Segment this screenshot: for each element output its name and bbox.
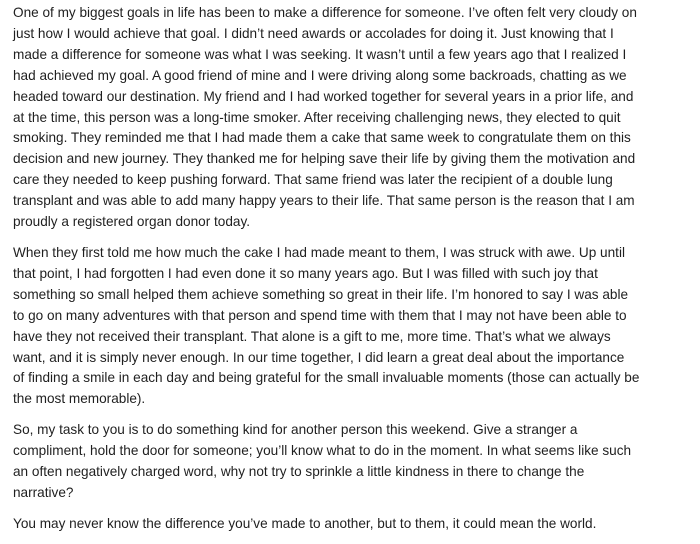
text-line: compliment, hold the door for someone; you’ll know what to do in the moment. In what seems like such	[13, 443, 632, 459]
text-line: made a difference for someone was what I was seeking. It wasn’t until a few years ago that I realized I	[13, 46, 627, 62]
text-line: had achieved my goal. A good friend of mine and I were driving along some backroads, chatting as we	[13, 67, 627, 83]
text-line: something so small helped them achieve something so great in their life. I’m honored to say I was able	[13, 286, 629, 302]
text-line: just how I would achieve that goal. I didn’t need awards or accolades for doing it. Just knowing that I	[13, 25, 614, 41]
text-line: One of my biggest goals in life has been to make a difference for someone. I’ve often felt very cloudy on	[13, 5, 637, 20]
text-line: have they not received their transplant. That alone is a gift to me, more time. That’s what we always	[13, 328, 611, 344]
text-line: at the time, this person was a long-time smoker. After receiving challenging news, they elected to quit	[13, 109, 621, 125]
paragraph-2	[13, 243, 688, 410]
text-line: that point, I had forgotten I had even done it so many years ago. But I was filled with such joy that	[13, 265, 598, 281]
text-line: an often negatively charged word, why not try to sprinkle a little kindness in there to change the	[13, 464, 585, 480]
text-line: headed toward our destination. My friend and I had worked together for several years in a prior life, and	[13, 88, 634, 104]
text-line: to go on many adventures with that person and spend time with them that I may not have been able to	[13, 307, 627, 323]
text-line: proudly a registered organ donor today.	[13, 214, 251, 230]
text-line: of finding a smile in each day and being grateful for the small invaluable moments (those can actually be	[13, 370, 640, 386]
text-line: transplant and was able to add many happy years to their life. That same person is the reason that I am	[13, 193, 635, 209]
paragraph-4	[13, 514, 688, 535]
text-line: care they needed to keep pushing forward. That same friend was later the recipient of a double lung	[13, 172, 613, 188]
paragraph-1	[13, 3, 688, 233]
text-line: smoking. They reminded me that I had made them a cake that same week to congratulate them on this	[13, 130, 631, 146]
text-line: decision and new journey. They thanked me for helping save their life by giving them the motivation and	[13, 151, 636, 167]
text-line: the most memorable).	[13, 391, 146, 407]
text-line: You may never know the difference you’ve made to another, but to them, it could mean the world.	[13, 515, 597, 531]
text-line: narrative?	[13, 484, 74, 500]
paragraph-3	[13, 420, 688, 504]
text-line: When they first told me how much the cake I had made meant to them, I was struck with awe. Up until	[13, 244, 625, 260]
text-line: So, my task to you is to do something kind for another person this weekend. Give a stranger a	[13, 422, 578, 438]
text-line: want, and it is simply never enough. In our time together, I did learn a great deal about the importance	[13, 349, 625, 365]
